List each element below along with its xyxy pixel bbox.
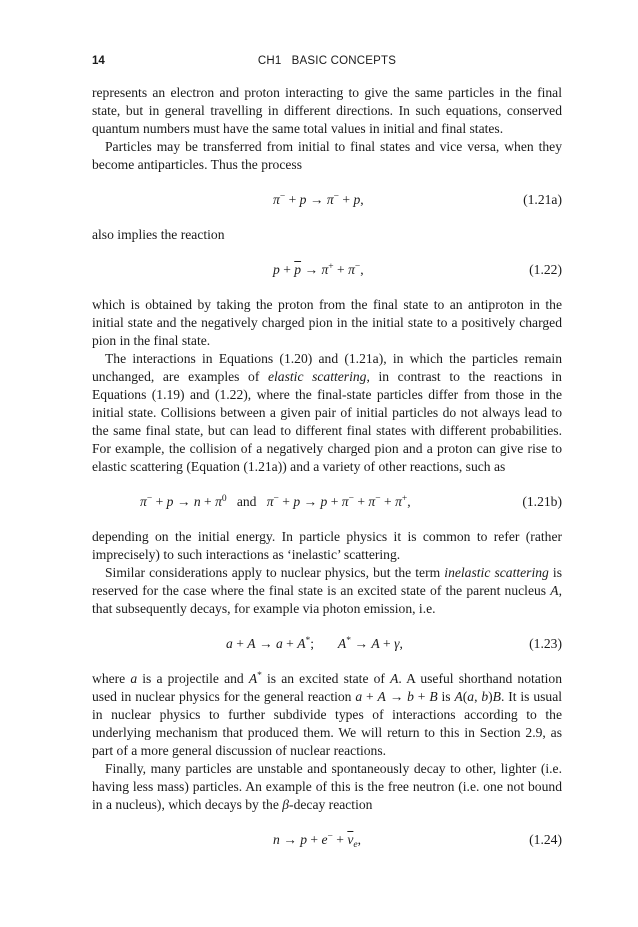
equation-number: (1.24) [529,832,562,847]
paragraph-6: depending on the initial energy. In particle physics it is common to refer (rather imprecisely) to such interactions as ‘inelastic’ scattering. [92,529,562,562]
body-text [92,84,562,866]
paragraph-3: also implies the reaction [92,227,225,242]
equation-1-24 [92,831,562,849]
page-number: 14 [92,55,105,67]
equation-number: (1.22) [529,262,562,277]
equation-number: (1.21a) [523,192,562,207]
paragraph-7: Similar considerations apply to nuclear physics, but the term inelastic scattering is reserved for the case where the final state is an excited state of the parent nucleus A, that subsequently decays, for example via photon emission, i.e. [92,565,562,616]
equation-expression: π− + p → π− + p, [273,192,364,207]
running-head: CH1 BASIC CONCEPTS [257,55,397,67]
equation-1-22 [92,261,562,279]
equation-1-21b [92,493,562,511]
equation-1-23 [92,635,562,653]
equation-expression: $n \to p + e^- + \overline{\nu}_e$, [273,832,361,850]
paragraph-5: The interactions in Equations (1.20) and (1.21a), in which the particles remain unchanged, are examples of elastic scattering, in contrast to the reactions in Equations (1.19) and (1.22), where the final-state particles differ from those in the initial state. Collisions between a given pair of initial particles do not always lead to the same final state, but can lead to different final states with different probabilities. For example, the collision of a negatively charged pion and a proton can give rise to elastic scattering (Equation (1.21a)) and a variety of other reactions, such as [92,351,562,474]
paragraph-1: represents an electron and proton interacting to give the same particles in the final state, but in general travelling in different directions. In such equations, conserved quantum numbers must have the same total values in initial and final states. [92,85,562,136]
equation-expression: $\pi^- + p \to n + \pi^0$ and π− + p → p + π− + π− + π+, [140,494,411,509]
paragraph-8: where a is a projectile and A* is an excited state of A. A useful shorthand notation used in nuclear physics for the general reaction a + A → b + B is A(a, b)B. It is usual in nuclear physics to further subdivide types of interactions according to the underlying mechanism that produced them. We will return to this in Section 2.9, as part of a more general discussion of nuclear reactions. [92,671,563,758]
equation-number: (1.21b) [522,494,562,509]
paragraph-9: Finally, many particles are unstable and spontaneously decay to other, lighter (i.e. having less mass) particles. An example of this is the free neutron (i.e. one not bound in a nucleus), which decays by the β-decay reaction [92,761,562,812]
running-header [92,55,562,71]
paragraph-2: Particles may be transferred from initial to final states and vice versa, when they become antiparticles. Thus the process [92,139,562,172]
paragraph-4: which is obtained by taking the proton from the final state to an antiproton in the initial state and the negatively charged pion in the initial state to a positively charged pion in the final state. [92,297,562,348]
equation-1-21a [92,191,562,209]
equation-number: (1.23) [529,636,562,651]
equation-expression: a + A → a + A*; A* → A + γ, [226,636,403,651]
equation-expression: $p + \overline{p} \to \pi^+ + \pi^-$, [273,262,364,277]
